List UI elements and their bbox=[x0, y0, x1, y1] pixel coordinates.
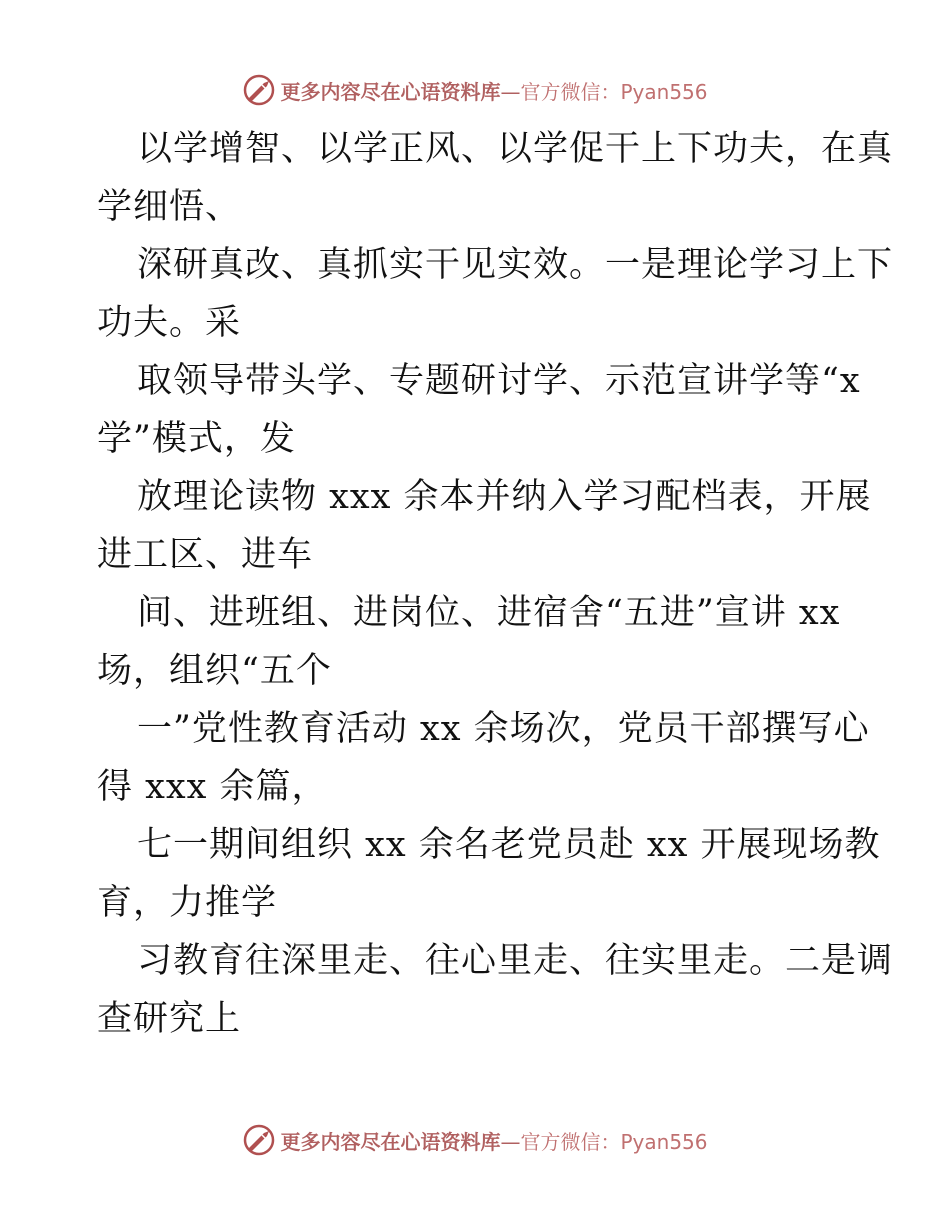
banner-handle: Pyan556 bbox=[620, 79, 708, 104]
body-line: 以学增智、以学正风、以学促干上下功夫，在真 bbox=[137, 129, 894, 169]
banner-text bbox=[280, 1126, 707, 1155]
body-line: 学”模式，发 bbox=[97, 419, 296, 459]
body-line: 育，力推学 bbox=[97, 883, 278, 923]
body-line: 学细悟、 bbox=[97, 187, 242, 227]
banner-dash: — bbox=[500, 1129, 521, 1154]
banner-library-text: 更多内容尽在心语资料库 bbox=[280, 1129, 501, 1154]
body-line: 间、进班组、进岗位、进宿舍“五进”宣讲 xx bbox=[137, 593, 841, 633]
banner-text bbox=[280, 76, 707, 105]
body-line: 七一期间组织 xx 余名老党员赴 xx 开展现场教 bbox=[137, 825, 881, 865]
banner-handle: Pyan556 bbox=[620, 1129, 708, 1154]
body-line: 一”党性教育活动 xx 余场次，党员干部撰写心 bbox=[137, 709, 870, 749]
body-line: 取领导带头学、专题研讨学、示范宣讲学等“x bbox=[137, 361, 861, 401]
footer-banner bbox=[0, 1120, 950, 1160]
body-line: 习教育往深里走、往心里走、往实里走。二是调 bbox=[137, 941, 894, 981]
body-line: 场，组织“五个 bbox=[97, 651, 332, 691]
body-line: 功夫。采 bbox=[97, 303, 242, 343]
header-banner bbox=[0, 70, 950, 110]
document-body bbox=[97, 120, 894, 1048]
quill-logo-icon bbox=[242, 73, 276, 107]
banner-official-text: 官方微信： bbox=[520, 79, 621, 104]
banner-library-text: 更多内容尽在心语资料库 bbox=[280, 79, 501, 104]
body-line: 查研究上 bbox=[97, 999, 242, 1039]
banner-dash: — bbox=[500, 79, 521, 104]
body-line: 放理论读物 xxx 余本并纳入学习配档表，开展 bbox=[137, 477, 872, 517]
body-line: 深研真改、真抓实干见实效。一是理论学习上下 bbox=[137, 245, 894, 285]
body-line: 得 xxx 余篇， bbox=[97, 767, 328, 807]
banner-official-text: 官方微信： bbox=[520, 1129, 621, 1154]
body-line: 进工区、进车 bbox=[97, 535, 314, 575]
quill-logo-icon bbox=[242, 1123, 276, 1157]
